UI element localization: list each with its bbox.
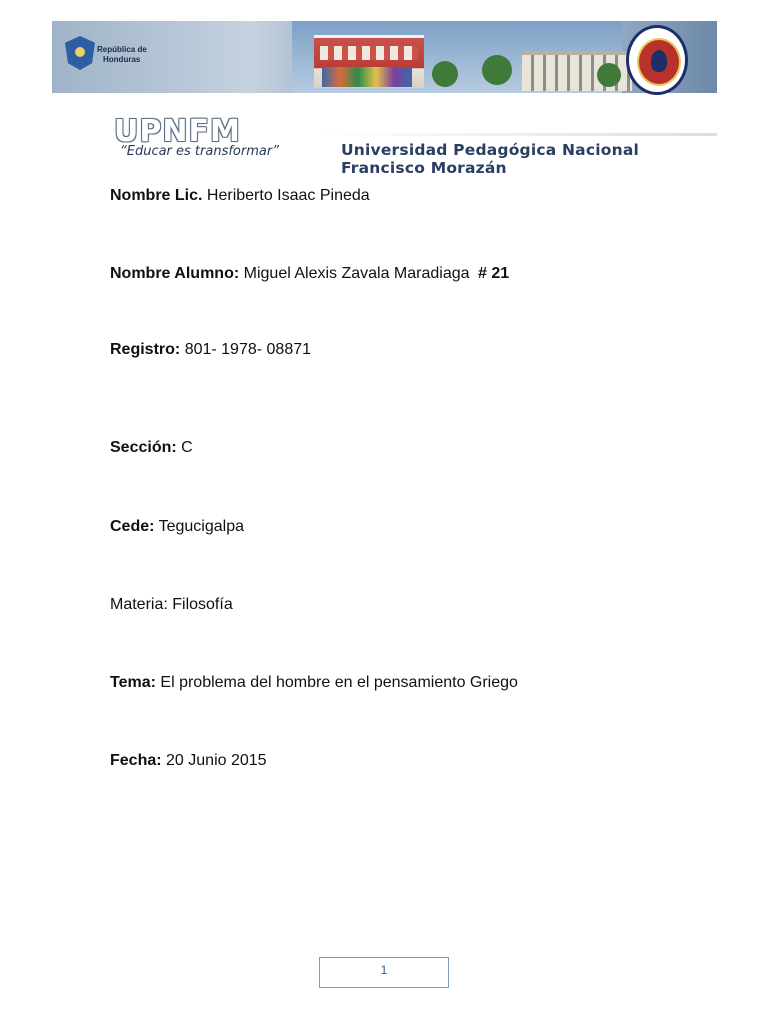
field-registro — [110, 341, 311, 359]
field-materia — [110, 596, 233, 614]
field-tema-value: El problema del hombre en el pensamiento Griego — [160, 674, 518, 691]
university-seal-icon — [626, 25, 688, 95]
field-fecha — [110, 752, 267, 770]
field-tema — [110, 674, 518, 692]
seal-portrait-icon — [637, 38, 681, 86]
field-licenciado — [110, 187, 370, 205]
page-number-box — [319, 957, 449, 988]
republic-label-line2: Honduras — [103, 55, 141, 64]
field-fecha-label: Fecha: — [110, 752, 162, 769]
university-banner — [52, 21, 717, 177]
field-seccion-value: C — [181, 439, 193, 456]
university-name: Universidad Pedagógica Nacional Francisco Morazán — [341, 141, 717, 177]
banner-photo-strip — [52, 21, 717, 93]
university-slogan: “Educar es transformar” — [120, 144, 279, 159]
field-cede — [110, 518, 244, 536]
tree-icon — [432, 61, 458, 87]
field-registro-value: 801- 1978- 08871 — [184, 341, 312, 358]
field-alumno-value: Miguel Alexis Zavala Maradiaga — [243, 265, 470, 282]
field-cede-label: Cede: — [110, 518, 155, 535]
honduras-coat-of-arms-icon — [65, 36, 95, 70]
field-licenciado-value: Heriberto Isaac Pineda — [206, 187, 370, 204]
field-fecha-value: 20 Junio 2015 — [166, 752, 267, 769]
tree-icon — [482, 55, 512, 85]
field-materia-text: Materia: Filosofía — [110, 596, 233, 613]
field-registro-label: Registro: — [110, 341, 181, 358]
campus-mural — [322, 67, 412, 87]
field-seccion-label: Sección: — [110, 439, 177, 456]
field-tema-label: Tema: — [110, 674, 156, 691]
field-alumno-label: Nombre Alumno: — [110, 265, 240, 282]
field-cede-value: Tegucigalpa — [158, 518, 245, 535]
university-acronym-logo: UPNFM — [114, 114, 241, 149]
republic-label — [97, 45, 147, 65]
field-alumno-number: # 21 — [477, 265, 510, 282]
tree-icon — [597, 63, 621, 87]
republic-label-line1: República de — [97, 45, 147, 54]
field-licenciado-label: Nombre Lic. — [110, 187, 203, 204]
field-alumno — [110, 265, 509, 283]
page-number: 1 — [380, 963, 388, 977]
field-seccion — [110, 439, 193, 457]
